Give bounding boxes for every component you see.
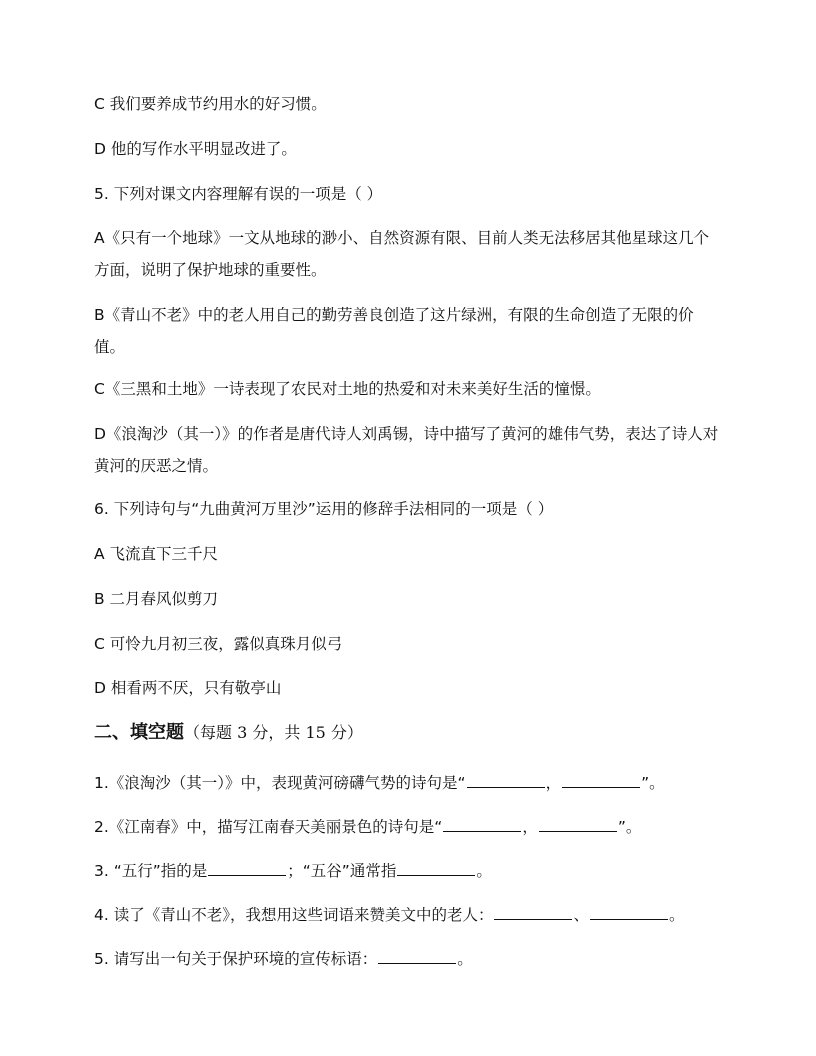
- fill-question-5: [94, 944, 722, 974]
- q5-stem: 5. 下列对课文内容理解有误的一项是（ ）: [94, 185, 383, 203]
- q4-option-d: D 他的写作水平明显改进了。: [94, 140, 297, 158]
- fill-3-prompt: 3. “五行”指的是: [94, 862, 208, 880]
- q6-option-a: A 飞流直下三千尺: [94, 545, 219, 563]
- fill-question-4: [94, 900, 722, 930]
- fill-5-prompt: 5. 请写出一句关于保护环境的宣传标语：: [94, 950, 378, 968]
- fill-2-blank-2[interactable]: [539, 817, 617, 832]
- fill-1-blank-1[interactable]: [467, 773, 545, 788]
- fill-5-blank-1[interactable]: [378, 949, 456, 964]
- fill-1-end: ”。: [641, 774, 665, 792]
- section-2-heading: [94, 718, 722, 748]
- q6-option-b: B 二月春风似剪刀: [94, 590, 219, 608]
- fill-4-blank-2[interactable]: [590, 905, 668, 920]
- fill-1-separator: ，: [545, 774, 562, 792]
- section-2-subtitle: （每题 3 分，共 15 分）: [184, 723, 363, 742]
- fill-2-blank-1[interactable]: [443, 817, 521, 832]
- q6-option-d: D 相看两不厌，只有敬亭山: [94, 679, 282, 697]
- q6-stem: 6. 下列诗句与“九曲黄河万里沙”运用的修辞手法相同的一项是（ ）: [94, 500, 554, 518]
- fill-2-end: ”。: [617, 818, 642, 836]
- fill-question-3: [94, 856, 722, 886]
- fill-5-end: 。: [457, 950, 473, 968]
- fill-2-separator: ，: [522, 818, 538, 836]
- fill-4-blank-1[interactable]: [494, 905, 572, 920]
- q5-option-d: D《浪淘沙（其一）》的作者是唐代诗人刘禹锡，诗中描写了黄河的雄伟气势，表达了诗人对黄河的厌恶之情。: [94, 425, 719, 475]
- q5-option-b: B《青山不老》中的老人用自己的勤劳善良创造了这片绿洲，有限的生命创造了无限的价值。: [94, 306, 694, 356]
- q5-option-a: A《只有一个地球》一文从地球的渺小、自然资源有限、目前人类无法移居其他星球这几个方面，说明了保护地球的重要性。: [94, 229, 710, 279]
- fill-3-separator: ；“五谷”通常指: [287, 862, 397, 880]
- fill-4-prompt: 4. 读了《青山不老》，我想用这些词语来赞美文中的老人：: [94, 906, 494, 924]
- fill-4-separator: 、: [573, 906, 589, 924]
- fill-2-prompt: 2.《江南春》中，描写江南春天美丽景色的诗句是“: [94, 818, 443, 836]
- fill-3-blank-1[interactable]: [208, 861, 286, 876]
- q4-option-c: C 我们要养成节约用水的好习惯。: [94, 95, 327, 113]
- fill-3-blank-2[interactable]: [397, 861, 475, 876]
- q5-option-c: C《三黑和土地》一诗表现了农民对土地的热爱和对未来美好生活的憧憬。: [94, 380, 601, 398]
- fill-1-blank-2[interactable]: [562, 773, 640, 788]
- section-2-title: 二、填空题: [94, 722, 184, 743]
- fill-question-1: [94, 768, 722, 798]
- fill-4-end: 。: [668, 906, 685, 924]
- fill-1-prompt: 1.《浪淘沙（其一）》中，表现黄河磅礴气势的诗句是“: [94, 774, 466, 792]
- q6-option-c: C 可怜九月初三夜，露似真珠月似弓: [94, 635, 343, 653]
- fill-3-end: 。: [476, 862, 492, 880]
- fill-question-2: [94, 812, 722, 842]
